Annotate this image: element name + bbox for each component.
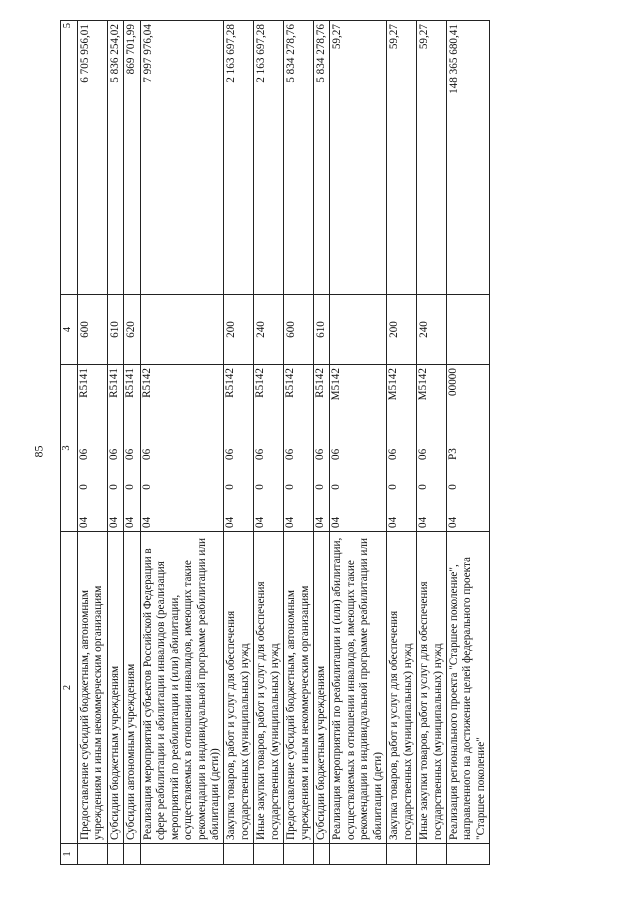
row-marker-cell [387,844,417,865]
code-part-4: М5142 [330,368,343,401]
code-part-4: 00000 [446,368,459,396]
table-row [254,21,284,865]
code-part-1: 04 [254,516,267,528]
table-row [124,21,140,865]
table-row [330,21,387,865]
row-name: Субсидии бюджетным учреждениям [314,532,330,844]
row-marker-cell [446,844,489,865]
code-part-2: 0 [446,484,459,490]
row-amount: 5 836 254,02 [107,21,123,295]
table-body [78,21,490,865]
row-amount: 2 163 697,28 [254,21,284,295]
code-part-3: 06 [107,448,120,460]
code-part-2: 0 [330,484,343,490]
row-expense-type: 600 [284,295,314,365]
row-amount: 5 834 278,76 [314,21,330,295]
code-part-3: 06 [284,448,297,460]
row-code [107,365,123,532]
code-part-3: 06 [124,448,137,460]
row-marker-cell [314,844,330,865]
row-marker-cell [107,844,123,865]
code-part-4: R5141 [107,368,120,398]
code-part-2: 0 [78,484,90,490]
row-expense-type: 610 [107,295,123,365]
code-part-3: 06 [387,448,400,460]
row-code [78,365,108,532]
row-code [140,365,224,532]
row-expense-type: 620 [124,295,140,365]
row-amount: 5 834 278,76 [284,21,314,295]
page-number: 85 [31,445,46,458]
code-part-4: R5142 [254,368,267,398]
code-part-4: М5142 [417,368,430,401]
row-expense-type: 240 [254,295,284,365]
row-marker-cell [78,844,108,865]
code-part-4: R5142 [140,368,153,398]
code-part-2: 0 [314,484,326,490]
code-part-1: 04 [417,516,430,528]
code-part-2: 0 [107,484,120,490]
code-part-2: 0 [417,484,430,490]
code-part-3: 06 [78,448,90,460]
row-amount: 2 163 697,28 [224,21,254,295]
row-code [284,365,314,532]
budget-table [60,20,490,865]
column-header-2: 2 [61,532,78,844]
column-header-3: 3 [61,365,78,532]
code-part-2: 0 [254,484,267,490]
code-part-1: 04 [107,516,120,528]
row-name: Предоставление субсидий бюджетным, автономным учреждениям и иным некоммерческим организациям [78,532,108,844]
table-row [224,21,254,865]
row-amount: 59,27 [330,21,387,295]
table-row [417,21,447,865]
code-part-1: 04 [78,516,90,528]
column-header-4: 4 [61,295,78,365]
code-part-1: 04 [387,516,400,528]
code-part-1: 04 [330,516,343,528]
code-part-2: 0 [224,484,237,490]
code-part-3: 06 [330,448,343,460]
row-expense-type: 600 [78,295,108,365]
row-code [254,365,284,532]
code-part-2: 0 [387,484,400,490]
row-expense-type: 200 [387,295,417,365]
row-amount: 6 705 956,01 [78,21,108,295]
code-part-2: 0 [284,484,297,490]
code-part-4: М5142 [387,368,400,401]
code-part-4: R5141 [124,368,137,398]
table-row [140,21,224,865]
code-part-3: 06 [314,448,326,460]
row-marker-cell [330,844,387,865]
row-marker-cell [284,844,314,865]
code-part-4: R5142 [314,368,326,398]
row-expense-type: 200 [224,295,254,365]
row-code [330,365,387,532]
row-name: Субсидии автономным учреждениям [124,532,140,844]
row-code [417,365,447,532]
row-amount: 59,27 [387,21,417,295]
code-part-1: 04 [446,516,459,528]
rotated-page [60,23,618,865]
row-name: Закупка товаров, работ и услуг для обеспечения государственных (муниципальных) нужд [387,532,417,844]
code-part-3: 06 [254,448,267,460]
row-marker-cell [254,844,284,865]
header-row [61,21,78,865]
row-expense-type: 240 [417,295,447,365]
row-marker-cell [124,844,140,865]
code-part-3: 06 [224,448,237,460]
row-name: Субсидии бюджетным учреждениям [107,532,123,844]
code-part-4: R5141 [78,368,90,398]
row-amount: 148 365 680,41 [446,21,489,295]
table-row [78,21,108,865]
row-name: Иные закупки товаров, работ и услуг для обеспечения государственных (муниципальных) нужд [254,532,284,844]
code-part-3: 06 [417,448,430,460]
table-row [314,21,330,865]
row-name: Реализация регионального проекта "Старшее поколение", направленного на достижение целей федерального проекта "Старшее поколение" [446,532,489,844]
code-part-2: 0 [140,484,153,490]
table-row [107,21,123,865]
row-code [124,365,140,532]
row-code [224,365,254,532]
row-expense-type: 610 [314,295,330,365]
code-part-4: R5142 [284,368,297,398]
row-amount: 869 701,99 [124,21,140,295]
row-name: Закупка товаров, работ и услуг для обеспечения государственных (муниципальных) нужд [224,532,254,844]
row-code [314,365,330,532]
row-expense-type [140,295,224,365]
row-name: Реализация мероприятий субъектов Российской Федерации в сфере реабилитации и абилитации инвалидов (реализация мероприятий по реабилитации и (или) абилитации, осуществляемых в отношении инвалидов, имеющих такие рекомендации в индивидуальной программе реабилитации или абилитации (дети)) [140,532,224,844]
column-header-1: 1 [61,844,78,865]
code-part-3: Р3 [446,448,459,460]
row-code [387,365,417,532]
table-row [446,21,489,865]
row-name: Реализация мероприятий по реабилитации и (или) абилитации, осуществляемых в отношении инвалидов, имеющих такие рекомендации в индивидуальной программе реабилитации или абилитации (дети) [330,532,387,844]
row-amount: 59,27 [417,21,447,295]
code-part-2: 0 [124,484,137,490]
code-part-1: 04 [224,516,237,528]
row-name: Предоставление субсидий бюджетным, автономным учреждениям и иным некоммерческим организациям [284,532,314,844]
table-row [387,21,417,865]
code-part-3: 06 [140,448,153,460]
table-row [284,21,314,865]
row-expense-type [330,295,387,365]
row-amount: 7 997 976,04 [140,21,224,295]
row-marker-cell [417,844,447,865]
row-name: Иные закупки товаров, работ и услуг для обеспечения государственных (муниципальных) нужд [417,532,447,844]
code-part-1: 04 [284,516,297,528]
row-expense-type [446,295,489,365]
code-part-4: R5142 [224,368,237,398]
row-marker-cell [140,844,224,865]
code-part-1: 04 [124,516,137,528]
code-part-1: 04 [140,516,153,528]
code-part-1: 04 [314,516,326,528]
column-header-5: 5 [61,21,78,295]
row-code [446,365,489,532]
row-marker-cell [224,844,254,865]
